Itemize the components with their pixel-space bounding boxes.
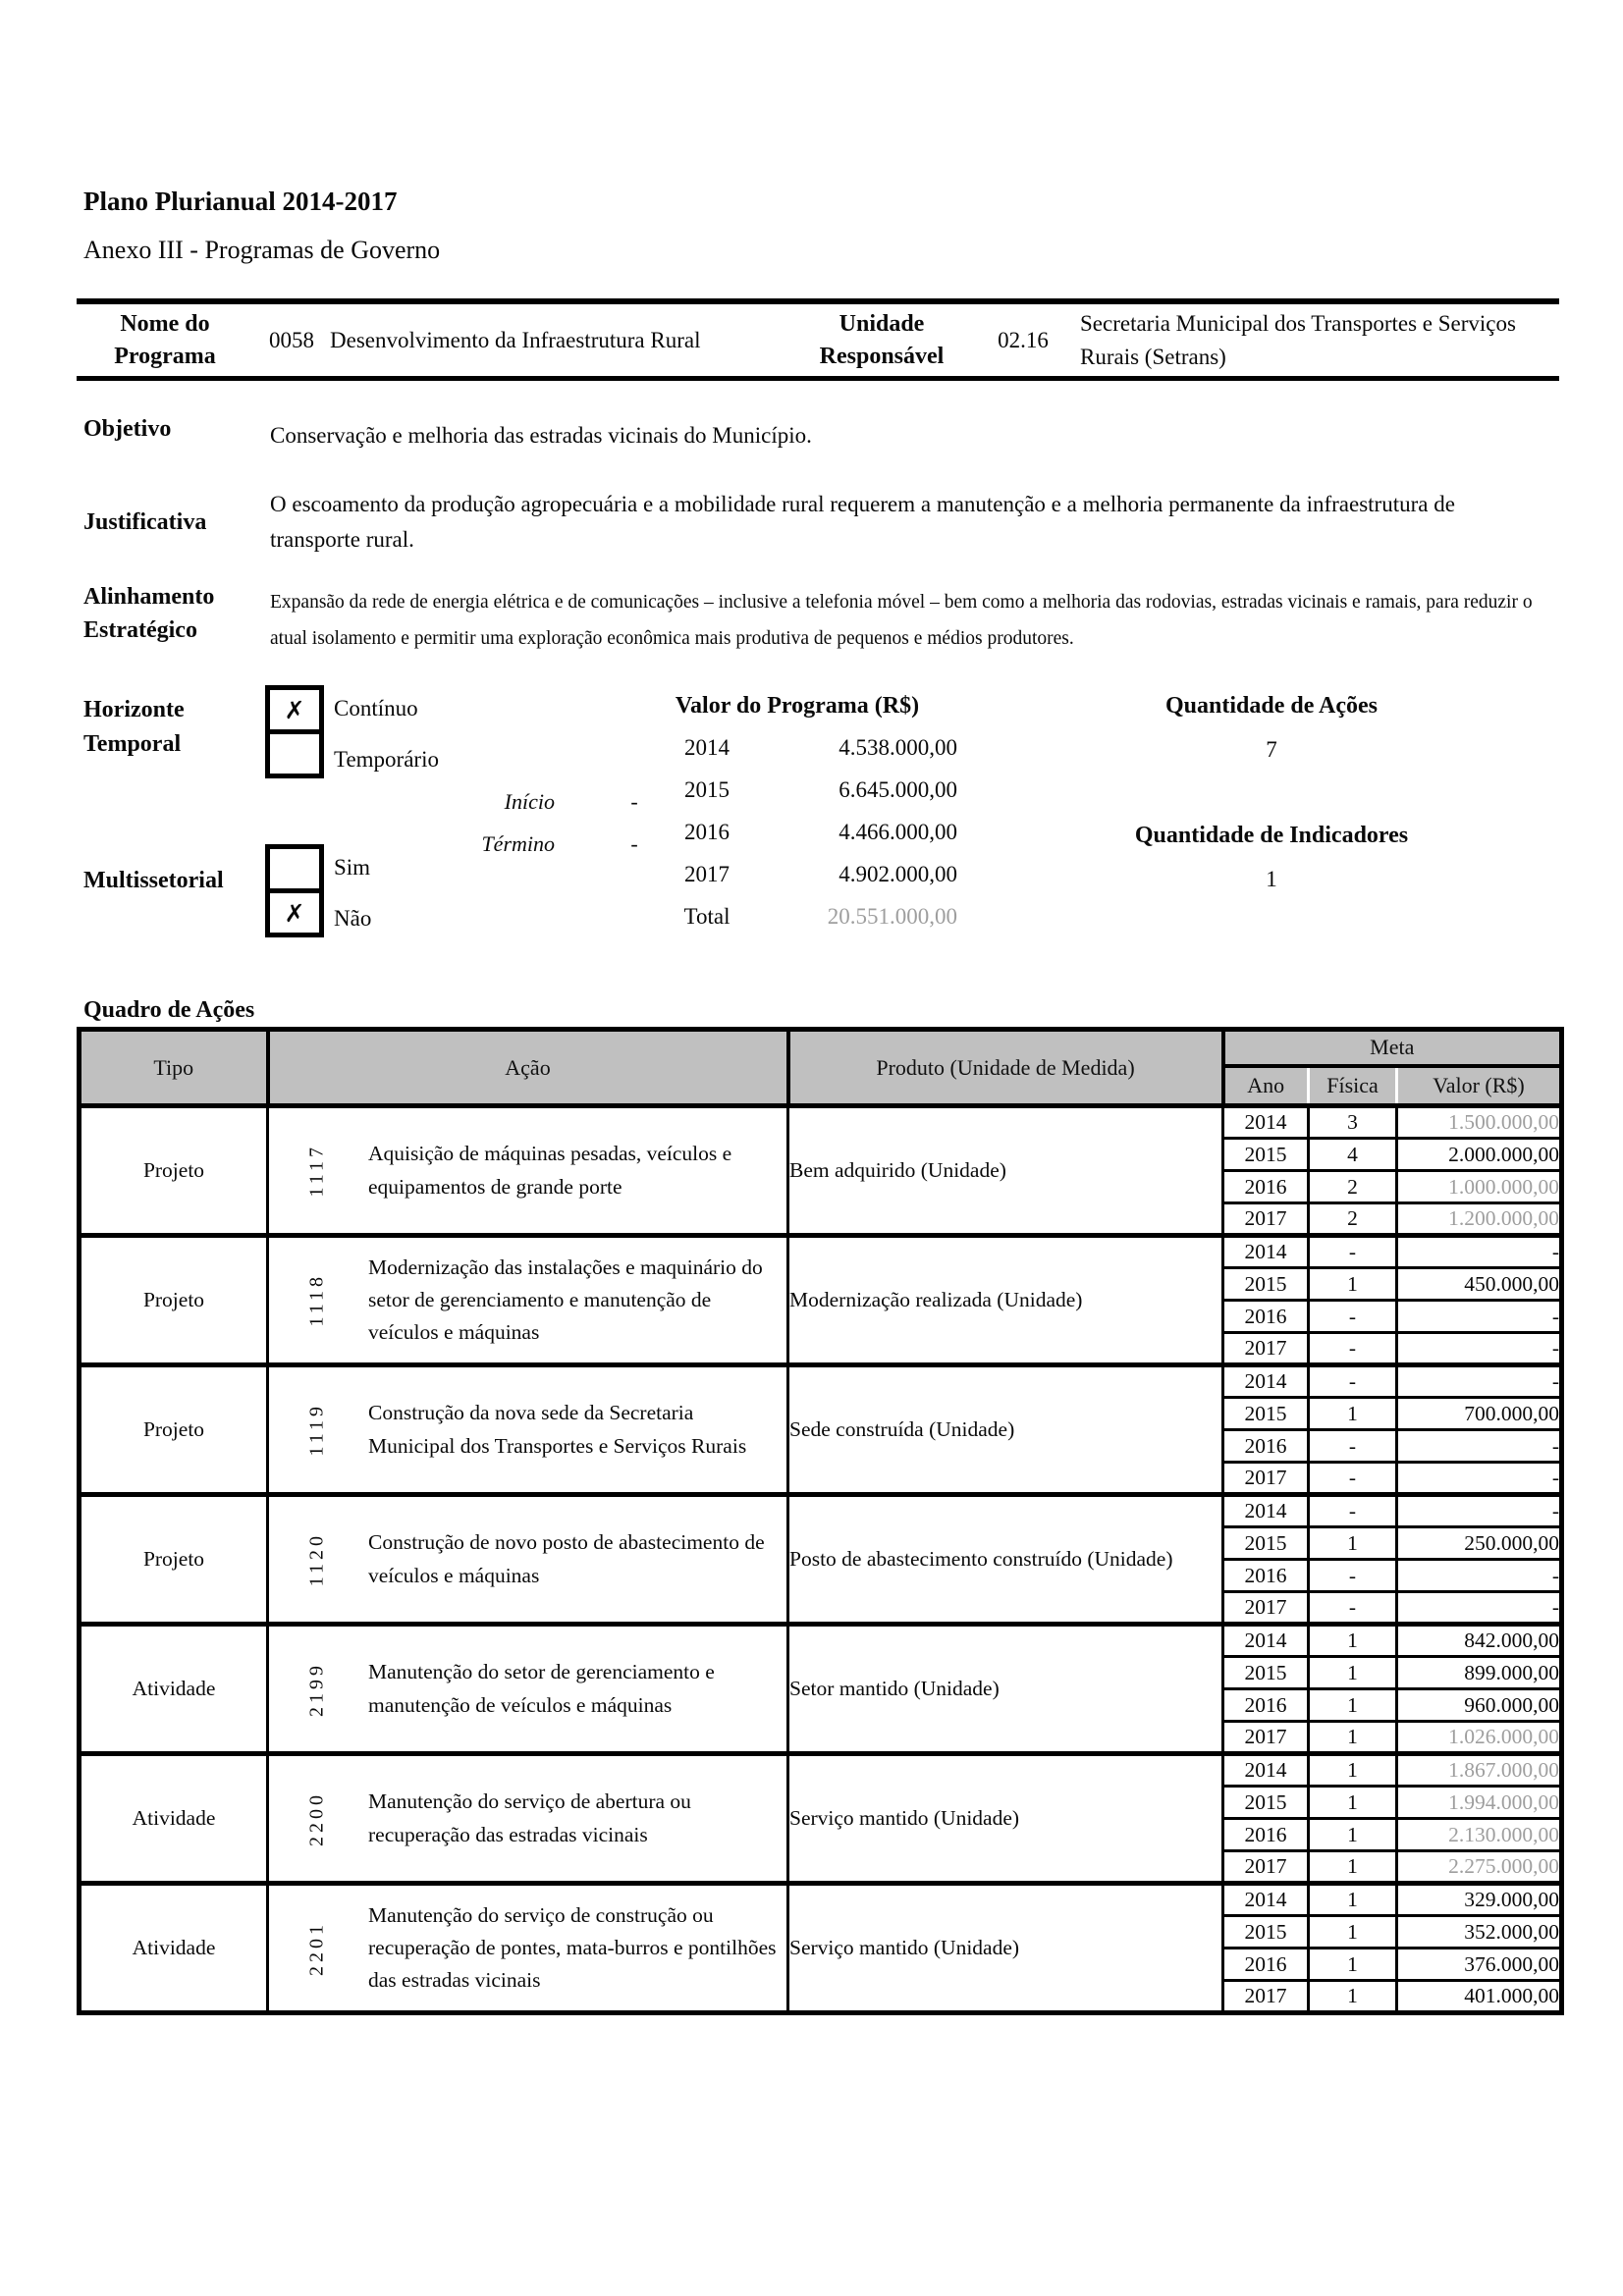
acao-wrap	[269, 1391, 786, 1468]
quadro-row	[80, 1106, 1562, 1139]
program-code: 0058	[269, 327, 314, 352]
meta-fisica-cell: 3	[1309, 1106, 1397, 1139]
meta-ano-cell: 2016	[1223, 1949, 1309, 1981]
meta-valor-cell: -	[1397, 1365, 1562, 1398]
quadro-row	[80, 1625, 1562, 1657]
objetivo-text: Conservação e melhoria das estradas vicinais do Município.	[270, 423, 812, 448]
quantidade-acoes-label: Quantidade de Ações	[1164, 693, 1379, 719]
acao-cell	[268, 1495, 788, 1625]
termino-label: Término	[481, 831, 555, 856]
program-name: Desenvolvimento da Infraestrutura Rural	[330, 327, 701, 352]
meta-ano-cell: 2014	[1223, 1365, 1309, 1398]
program-header-band	[77, 298, 1559, 381]
quantidade-indicadores-label: Quantidade de Indicadores	[1134, 823, 1409, 848]
quadro-row	[80, 1884, 1562, 1916]
meta-fisica-cell: 1	[1309, 1625, 1397, 1657]
valor-programa-value: 4.538.000,00	[839, 734, 957, 760]
meta-fisica-cell: 1	[1309, 1851, 1397, 1884]
tipo-cell: Atividade	[80, 1884, 268, 2013]
quadro-acoes-table	[77, 1027, 1564, 2015]
termino-value: -	[630, 831, 638, 856]
acao-wrap	[269, 1246, 786, 1356]
meta-ano-cell: 2016	[1223, 1689, 1309, 1722]
valor-programa-row	[643, 853, 957, 895]
meta-valor-cell: 2.000.000,00	[1397, 1139, 1562, 1171]
tipo-cell: Projeto	[80, 1495, 268, 1625]
horizonte-temporal-label: Horizonte Temporal	[83, 697, 185, 757]
produto-cell: Serviço mantido (Unidade)	[788, 1884, 1223, 2013]
meta-fisica-cell: -	[1309, 1560, 1397, 1592]
quantidade-acoes-value: 7	[1266, 737, 1277, 762]
valor-programa-title: Valor do Programa (R$)	[675, 693, 920, 719]
unit-code: 02.16	[998, 327, 1049, 352]
meta-valor-cell: 1.994.000,00	[1397, 1787, 1562, 1819]
quadro-row	[80, 1495, 1562, 1527]
quadro-header-row-1	[80, 1030, 1562, 1066]
meta-fisica-cell: 2	[1309, 1203, 1397, 1236]
meta-fisica-cell: -	[1309, 1495, 1397, 1527]
valor-programa-year: 2015	[684, 776, 730, 802]
meta-ano-cell: 2015	[1223, 1657, 1309, 1689]
meta-valor-cell: 352.000,00	[1397, 1916, 1562, 1949]
acao-cell	[268, 1106, 788, 1236]
meta-ano-cell: 2014	[1223, 1236, 1309, 1268]
meta-fisica-cell: 4	[1309, 1139, 1397, 1171]
meta-valor-cell: -	[1397, 1560, 1562, 1592]
col-header-acao: Ação	[268, 1030, 788, 1106]
multissetorial-checkbox-group	[265, 844, 324, 937]
meta-ano-cell: 2017	[1223, 1203, 1309, 1236]
valor-programa-value: 4.902.000,00	[839, 861, 957, 886]
meta-ano-cell: 2014	[1223, 1884, 1309, 1916]
meta-valor-cell: 1.867.000,00	[1397, 1754, 1562, 1787]
acao-codigo: 2200	[305, 1790, 327, 1846]
meta-ano-cell: 2017	[1223, 1333, 1309, 1365]
meta-valor-cell: 700.000,00	[1397, 1398, 1562, 1430]
quadro-table-body	[80, 1106, 1562, 2013]
produto-cell: Bem adquirido (Unidade)	[788, 1106, 1223, 1236]
meta-fisica-cell: 1	[1309, 1981, 1397, 2013]
meta-ano-cell: 2015	[1223, 1398, 1309, 1430]
meta-ano-cell: 2015	[1223, 1139, 1309, 1171]
meta-fisica-cell: 1	[1309, 1754, 1397, 1787]
quadro-acoes-title: Quadro de Ações	[83, 997, 255, 1023]
meta-ano-cell: 2017	[1223, 1981, 1309, 2013]
meta-fisica-cell: -	[1309, 1301, 1397, 1333]
alinhamento-text: Expansão da rede de energia elétrica e de comunicações – inclusive a telefonia móvel – bem como a melhoria das rodovias, estradas vicinais e ramais, para reduzir o atual isolamento e permitir uma exploração econômica mais produtiva de pequenos e médios produtores.	[270, 592, 1533, 650]
col-header-fisica: Física	[1309, 1066, 1397, 1106]
meta-valor-cell: 842.000,00	[1397, 1625, 1562, 1657]
meta-fisica-cell: -	[1309, 1430, 1397, 1463]
inicio-label: Início	[504, 789, 555, 814]
meta-valor-cell: 2.275.000,00	[1397, 1851, 1562, 1884]
valor-programa-year: Total	[683, 903, 730, 929]
tipo-cell: Atividade	[80, 1625, 268, 1754]
multissetorial-label: Multissetorial	[83, 868, 224, 893]
acao-codigo: 1118	[305, 1273, 327, 1327]
alinhamento-label: Alinhamento Estratégico	[83, 584, 215, 643]
tipo-cell: Atividade	[80, 1754, 268, 1884]
acao-text: Manutenção do serviço de construção ou recuperação de pontes, mata-burros e pontilhões das estradas vicinais	[368, 1902, 777, 1993]
valor-programa-value: 6.645.000,00	[839, 776, 957, 802]
unit-name: Secretaria Municipal dos Transportes e Serviços Rurais (Setrans)	[1080, 311, 1516, 369]
meta-fisica-cell: 1	[1309, 1689, 1397, 1722]
valor-programa-year: 2014	[684, 734, 730, 760]
valor-programa-year: 2017	[684, 861, 730, 886]
meta-ano-cell: 2014	[1223, 1754, 1309, 1787]
meta-valor-cell: -	[1397, 1333, 1562, 1365]
acao-cell	[268, 1884, 788, 2013]
acao-wrap	[269, 1894, 786, 2003]
acao-cell	[268, 1365, 788, 1495]
meta-fisica-cell: 1	[1309, 1722, 1397, 1754]
valor-programa-row	[643, 895, 957, 937]
meta-fisica-cell: 2	[1309, 1171, 1397, 1203]
produto-cell: Serviço mantido (Unidade)	[788, 1754, 1223, 1884]
meta-valor-cell: -	[1397, 1236, 1562, 1268]
valor-programa-row	[643, 811, 957, 853]
meta-fisica-cell: -	[1309, 1463, 1397, 1495]
meta-valor-cell: 1.500.000,00	[1397, 1106, 1562, 1139]
continuo-checkmark: ✗	[284, 695, 305, 724]
sim-checkbox	[265, 844, 324, 893]
meta-ano-cell: 2017	[1223, 1463, 1309, 1495]
valor-programa-value: 20.551.000,00	[827, 903, 957, 929]
quantidade-indicadores-value: 1	[1266, 867, 1277, 891]
valor-programa-row	[643, 726, 957, 769]
meta-fisica-cell: 1	[1309, 1398, 1397, 1430]
meta-fisica-cell: 1	[1309, 1527, 1397, 1560]
produto-cell: Sede construída (Unidade)	[788, 1365, 1223, 1495]
meta-fisica-cell: 1	[1309, 1268, 1397, 1301]
meta-fisica-cell: -	[1309, 1365, 1397, 1398]
acao-codigo: 2199	[305, 1661, 327, 1717]
valor-programa-value: 4.466.000,00	[839, 819, 957, 844]
produto-cell: Posto de abastecimento construído (Unidade)	[788, 1495, 1223, 1625]
col-header-ano: Ano	[1223, 1066, 1309, 1106]
temporario-checkbox	[265, 729, 324, 778]
acao-cell	[268, 1625, 788, 1754]
inicio-value: -	[630, 789, 638, 814]
meta-valor-cell: 2.130.000,00	[1397, 1819, 1562, 1851]
meta-fisica-cell: 1	[1309, 1884, 1397, 1916]
objetivo-label: Objetivo	[83, 416, 172, 442]
meta-valor-cell: 1.026.000,00	[1397, 1722, 1562, 1754]
acao-wrap	[269, 1650, 786, 1728]
meta-ano-cell: 2014	[1223, 1625, 1309, 1657]
acao-text: Construção de novo posto de abastecimento de veículos e máquinas	[368, 1530, 765, 1587]
meta-ano-cell: 2016	[1223, 1819, 1309, 1851]
meta-fisica-cell: 1	[1309, 1916, 1397, 1949]
meta-valor-cell: 450.000,00	[1397, 1268, 1562, 1301]
sim-label: Sim	[334, 855, 371, 880]
acao-wrap	[269, 1521, 786, 1598]
continuo-checkbox	[265, 685, 324, 734]
acao-codigo: 1119	[305, 1403, 327, 1457]
meta-ano-cell: 2017	[1223, 1592, 1309, 1625]
nao-checkbox	[265, 888, 324, 937]
meta-valor-cell: 1.200.000,00	[1397, 1203, 1562, 1236]
produto-cell: Setor mantido (Unidade)	[788, 1625, 1223, 1754]
justificativa-label: Justificativa	[83, 509, 207, 535]
meta-ano-cell: 2015	[1223, 1268, 1309, 1301]
valor-programa-rows	[643, 726, 957, 937]
quadro-table-head	[80, 1030, 1562, 1106]
acao-text: Manutenção do setor de gerenciamento e manutenção de veículos e máquinas	[368, 1660, 715, 1717]
continuo-label: Contínuo	[334, 696, 418, 721]
meta-fisica-cell: -	[1309, 1333, 1397, 1365]
meta-valor-cell: -	[1397, 1463, 1562, 1495]
meta-fisica-cell: 1	[1309, 1657, 1397, 1689]
page-title: Plano Plurianual 2014-2017	[83, 187, 398, 216]
meta-ano-cell: 2015	[1223, 1787, 1309, 1819]
tipo-cell: Projeto	[80, 1365, 268, 1495]
meta-ano-cell: 2016	[1223, 1430, 1309, 1463]
meta-fisica-cell: 1	[1309, 1787, 1397, 1819]
col-header-produto: Produto (Unidade de Medida)	[788, 1030, 1223, 1106]
meta-valor-cell: -	[1397, 1301, 1562, 1333]
quadro-row	[80, 1236, 1562, 1268]
meta-valor-cell: 376.000,00	[1397, 1949, 1562, 1981]
meta-valor-cell: 899.000,00	[1397, 1657, 1562, 1689]
acao-cell	[268, 1754, 788, 1884]
meta-ano-cell: 2016	[1223, 1171, 1309, 1203]
acao-text: Aquisição de máquinas pesadas, veículos e equipamentos de grande porte	[368, 1142, 732, 1199]
page-subtitle: Anexo III - Programas de Governo	[83, 236, 441, 264]
meta-ano-cell: 2017	[1223, 1851, 1309, 1884]
acao-codigo: 1117	[305, 1144, 327, 1198]
justificativa-text: O escoamento da produção agropecuária e a mobilidade rural requerem a manutenção e a melhoria permanente da infraestrutura de transporte rural.	[270, 492, 1455, 552]
meta-ano-cell: 2017	[1223, 1722, 1309, 1754]
valor-programa-row	[643, 769, 957, 811]
acao-text: Manutenção do serviço de abertura ou recuperação das estradas vicinais	[368, 1789, 691, 1846]
acao-cell	[268, 1236, 788, 1365]
tipo-cell: Projeto	[80, 1106, 268, 1236]
col-header-valor: Valor (R$)	[1397, 1066, 1562, 1106]
meta-valor-cell: 329.000,00	[1397, 1884, 1562, 1916]
meta-valor-cell: -	[1397, 1592, 1562, 1625]
acao-text: Modernização das instalações e maquinário do setor de gerenciamento e manutenção de veículos e máquinas	[368, 1255, 763, 1345]
quadro-row	[80, 1754, 1562, 1787]
acao-wrap	[269, 1780, 786, 1857]
meta-ano-cell: 2016	[1223, 1301, 1309, 1333]
meta-valor-cell: 250.000,00	[1397, 1527, 1562, 1560]
produto-cell: Modernização realizada (Unidade)	[788, 1236, 1223, 1365]
meta-fisica-cell: -	[1309, 1236, 1397, 1268]
col-header-tipo: Tipo	[80, 1030, 268, 1106]
meta-fisica-cell: 1	[1309, 1819, 1397, 1851]
acao-codigo: 2201	[305, 1920, 327, 1976]
valor-programa-year: 2016	[684, 819, 730, 844]
meta-valor-cell: -	[1397, 1495, 1562, 1527]
quadro-row	[80, 1365, 1562, 1398]
meta-ano-cell: 2015	[1223, 1916, 1309, 1949]
meta-ano-cell: 2014	[1223, 1106, 1309, 1139]
acao-codigo: 1120	[305, 1531, 327, 1587]
program-name-label: Nome do Programa	[114, 311, 216, 369]
nao-label: Não	[334, 906, 372, 931]
unit-label: Unidade Responsável	[819, 311, 945, 369]
nao-checkmark: ✗	[284, 898, 305, 928]
acao-text: Construção da nova sede da Secretaria Municipal dos Transportes e Serviços Rurais	[368, 1401, 747, 1458]
meta-ano-cell: 2015	[1223, 1527, 1309, 1560]
tipo-cell: Projeto	[80, 1236, 268, 1365]
acao-wrap	[269, 1132, 786, 1209]
col-header-meta: Meta	[1223, 1030, 1562, 1066]
meta-fisica-cell: -	[1309, 1592, 1397, 1625]
meta-valor-cell: -	[1397, 1430, 1562, 1463]
horizonte-checkbox-group	[265, 685, 324, 778]
meta-valor-cell: 960.000,00	[1397, 1689, 1562, 1722]
meta-fisica-cell: 1	[1309, 1949, 1397, 1981]
meta-valor-cell: 1.000.000,00	[1397, 1171, 1562, 1203]
meta-ano-cell: 2014	[1223, 1495, 1309, 1527]
meta-valor-cell: 401.000,00	[1397, 1981, 1562, 2013]
temporario-label: Temporário	[334, 747, 439, 772]
meta-ano-cell: 2016	[1223, 1560, 1309, 1592]
